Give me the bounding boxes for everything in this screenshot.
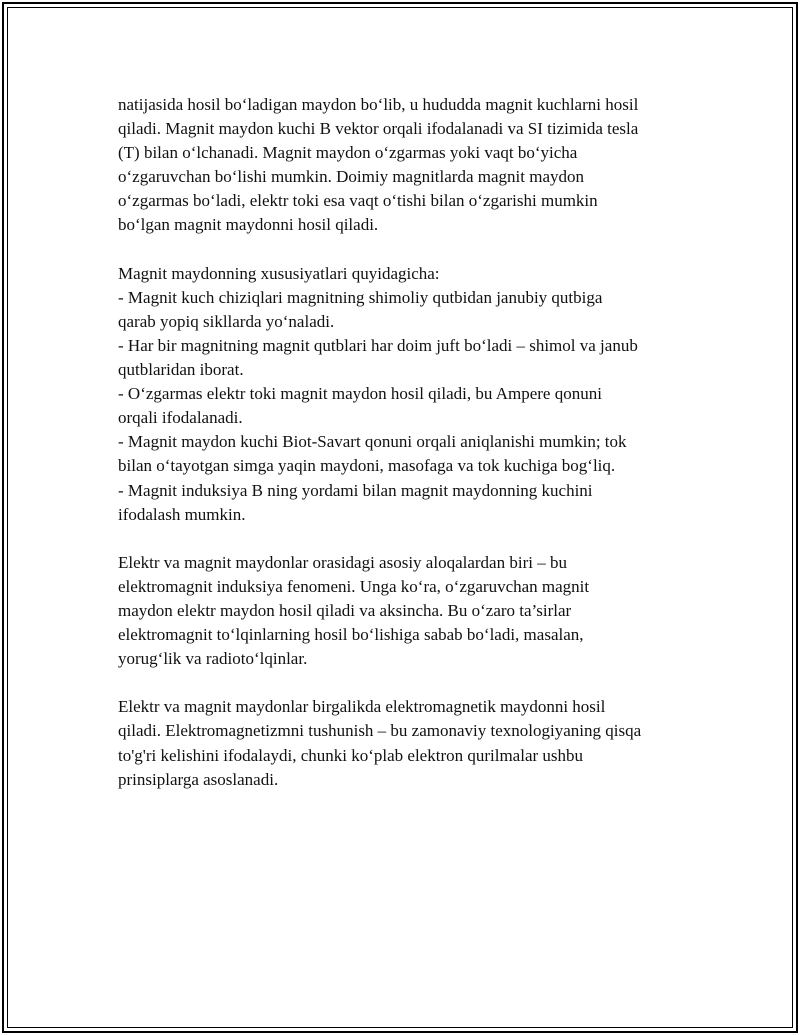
- text-line: o‘zgarmas bo‘ladi, elektr toki esa vaqt o‘tishi bilan o‘zgarishi mumkin: [118, 191, 598, 211]
- text-line: Elektr va magnit maydonlar birgalikda elektromagnetik maydonni hosil: [118, 697, 606, 717]
- list-item-line: bilan o‘tayotgan simga yaqin maydoni, masofaga va tok kuchiga bog‘liq.: [118, 456, 616, 476]
- paragraph-electromagnetic-induction: [118, 551, 718, 671]
- list-item-line: - Magnit kuch chiziqlari magnitning shimoliy qutbidan janubiy qutbiga: [118, 287, 603, 307]
- text-line: natijasida hosil bo‘ladigan maydon bo‘lib, u hududda magnit kuchlarni hosil: [118, 95, 639, 114]
- list-item-line: orqali ifodalanadi.: [118, 408, 243, 428]
- list-item-line: - O‘zgarmas elektr toki magnit maydon hosil qiladi, bu Ampere qonuni: [118, 384, 602, 404]
- paragraph-electromagnetic-field: [118, 695, 718, 791]
- list-item-line: qarab yopiq sikllarda yo‘naladi.: [118, 311, 335, 331]
- text-line: o‘zgaruvchan bo‘lishi mumkin. Doimiy magnitlarda magnit maydon: [118, 167, 584, 187]
- text-line: yorug‘lik va radioto‘lqinlar.: [118, 649, 308, 669]
- paragraph-magnetic-field-properties: [118, 262, 718, 527]
- text-line: qiladi. Elektromagnetizmni tushunish – bu zamonaviy texnologiyaning qisqa: [118, 721, 642, 741]
- text-line: elektromagnit induksiya fenomeni. Unga ko‘ra, o‘zgaruvchan magnit: [118, 576, 590, 596]
- paragraph-magnetic-field-definition: [118, 93, 718, 238]
- text-line: maydon elektr maydon hosil qiladi va aksincha. Bu o‘zaro ta’sirlar: [118, 600, 572, 620]
- list-item-line: ifodalash mumkin.: [118, 504, 246, 524]
- document-body: [118, 93, 718, 816]
- text-line: qiladi. Magnit maydon kuchi B vektor orqali ifodalanadi va SI tizimida tesla: [118, 119, 639, 139]
- text-line: bo‘lgan magnit maydonni hosil qiladi.: [118, 215, 379, 235]
- list-item-line: - Magnit maydon kuchi Biot-Savart qonuni orqali aniqlanishi mumkin; tok: [118, 432, 627, 452]
- list-item-line: - Magnit induksiya B ning yordami bilan magnit maydonning kuchini: [118, 480, 593, 500]
- list-item-line: qutblaridan iborat.: [118, 360, 244, 380]
- text-line: elektromagnit to‘lqinlarning hosil bo‘lishiga sabab bo‘ladi, masalan,: [118, 625, 584, 645]
- text-line: Elektr va magnit maydonlar orasidagi asosiy aloqalardan biri – bu: [118, 552, 567, 572]
- text-line: to'g'ri kelishini ifodalaydi, chunki ko‘plab elektron qurilmalar ushbu: [118, 745, 584, 765]
- list-item-line: - Har bir magnitning magnit qutblari har doim juft bo‘ladi – shimol va janub: [118, 335, 638, 355]
- text-line: (T) bilan o‘lchanadi. Magnit maydon o‘zgarmas yoki vaqt bo‘yicha: [118, 143, 578, 163]
- text-line: prinsiplarga asoslanadi.: [118, 769, 279, 789]
- text-line: Magnit maydonning xususiyatlari quyidagicha:: [118, 263, 440, 283]
